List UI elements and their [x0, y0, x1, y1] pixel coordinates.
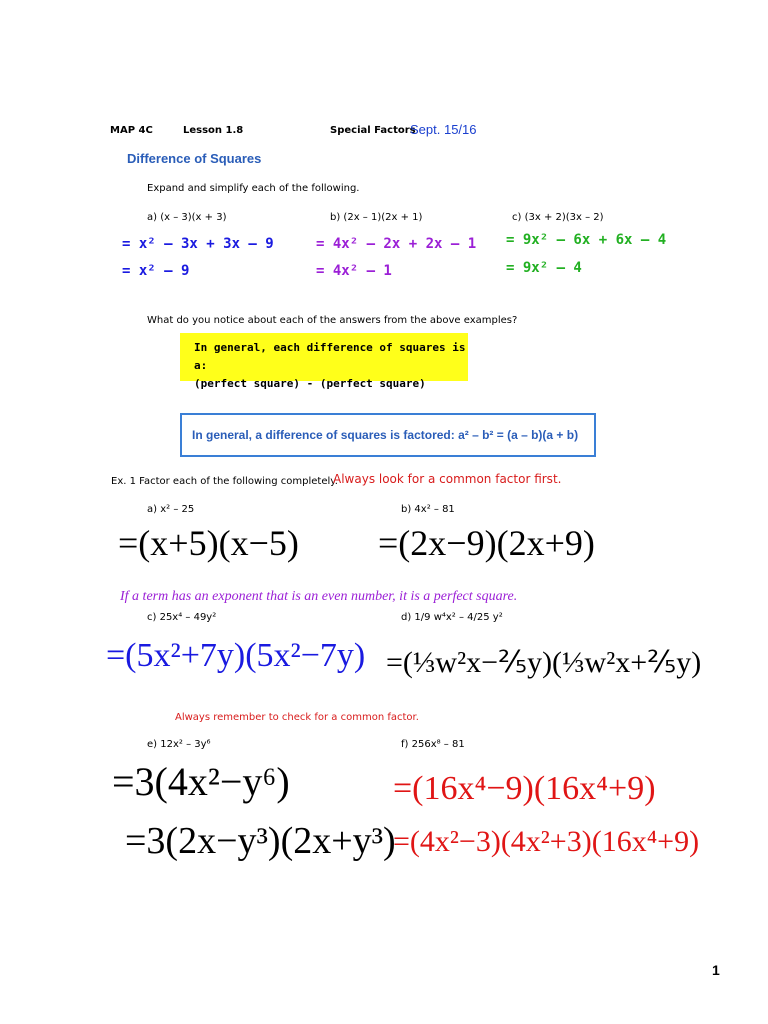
- factor-f-answer-1: =(16x⁴−9)(16x⁴+9): [393, 770, 656, 807]
- factor-b-label: b) 4x² – 81: [401, 504, 455, 515]
- highlight-line-1: In general, each difference of squares is a:: [194, 341, 466, 372]
- problem-a-step2: = x² – 9: [122, 263, 190, 279]
- factor-f-label: f) 256x⁸ – 81: [401, 739, 465, 750]
- exponent-note: If a term has an exponent that is an even number, it is a perfect square.: [120, 589, 518, 604]
- factoring-rule-text: In general, a difference of squares is factored: a² – b² = (a – b)(a + b): [192, 428, 579, 442]
- problem-c-label: c) (3x + 2)(3x – 2): [512, 212, 604, 223]
- problem-a-label: a) (x – 3)(x + 3): [147, 212, 227, 223]
- problem-c-step2: = 9x² – 4: [506, 260, 582, 276]
- date-note: Sept. 15/16: [410, 122, 477, 137]
- factor-a-label: a) x² – 25: [147, 504, 195, 515]
- general-rule-highlight: [180, 333, 468, 390]
- factor-a-answer: =(x+5)(x−5): [118, 523, 299, 563]
- topic-title: Special Factors: [330, 125, 416, 136]
- problem-b-step1: = 4x² – 2x + 2x – 1: [316, 236, 477, 252]
- factor-c-answer: =(5x²+7y)(5x²−7y): [106, 637, 366, 674]
- factor-d-label: d) 1/9 w⁴x² – 4/25 y²: [401, 612, 503, 623]
- common-factor-note: Always look for a common factor first.: [333, 472, 562, 486]
- problem-b-step2: = 4x² – 1: [316, 263, 392, 279]
- instruction-text: Expand and simplify each of the following.: [147, 183, 360, 194]
- lesson-number: Lesson 1.8: [183, 125, 244, 136]
- problem-c-step1: = 9x² – 6x + 6x – 4: [506, 232, 667, 248]
- example-label: Ex. 1 Factor each of the following completely.: [111, 476, 338, 487]
- factor-c-label: c) 25x⁴ – 49y²: [147, 612, 217, 623]
- problem-a-step1: = x² – 3x + 3x – 9: [122, 236, 274, 252]
- factor-d-answer: =(⅓w²x−⅖y)(⅓w²x+⅖y): [386, 646, 702, 679]
- factoring-rule-box: [180, 413, 596, 457]
- factor-b-answer: =(2x−9)(2x+9): [378, 523, 595, 563]
- highlight-line-2: (perfect square) - (perfect square): [194, 377, 426, 390]
- factor-e-answer-2: =3(2x−y³)(2x+y³): [125, 820, 396, 862]
- page-number: 1: [712, 962, 720, 978]
- factor-f-answer-2: =(4x²−3)(4x²+3)(16x⁴+9): [393, 825, 700, 858]
- course-code: MAP 4C: [110, 125, 153, 136]
- problem-b-label: b) (2x – 1)(2x + 1): [330, 212, 423, 223]
- factor-e-answer-1: =3(4x²−y⁶): [112, 759, 290, 804]
- question-text: What do you notice about each of the answers from the above examples?: [147, 315, 518, 326]
- factor-e-label: e) 12x² – 3y⁶: [147, 739, 211, 750]
- section-title: Difference of Squares: [127, 151, 262, 166]
- reminder-note: Always remember to check for a common factor.: [175, 712, 419, 723]
